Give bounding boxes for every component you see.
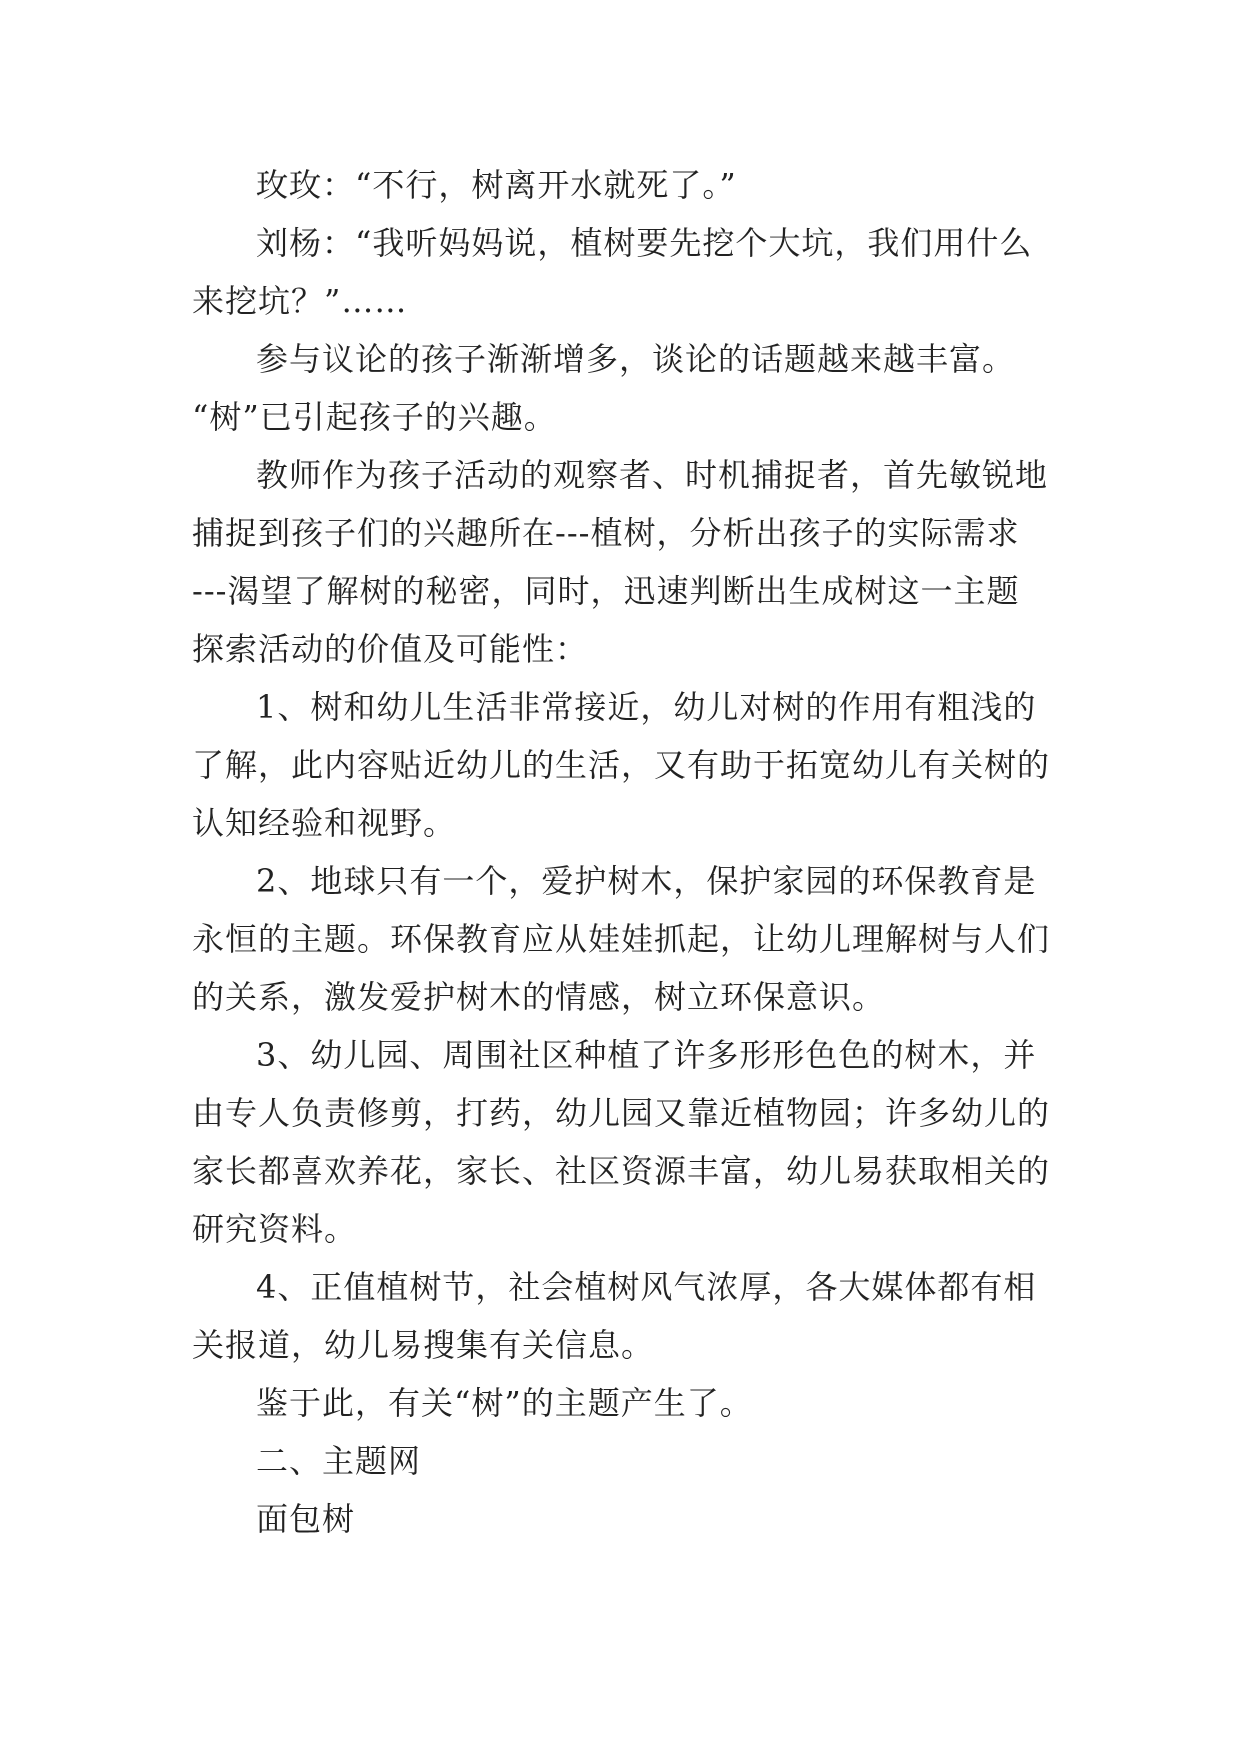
document-body xyxy=(192,156,1052,1548)
text-line: 的关系，激发爱护树木的情感，树立环保意识。 xyxy=(192,978,886,1016)
paragraph-conclusion xyxy=(192,1374,1052,1432)
text-line: 鉴于此，有关“树”的主题产生了。 xyxy=(256,1384,753,1422)
text-line: 了解，此内容贴近幼儿的生活，又有助于拓宽幼儿有关树的 xyxy=(192,746,1051,784)
text-line: 永恒的主题。环保教育应从娃娃抓起，让幼儿理解树与人们 xyxy=(192,920,1051,958)
text-line: 刘杨：“我听妈妈说，植树要先挖个大坑，我们用什么 xyxy=(256,224,1033,262)
text-line: 家长都喜欢养花，家长、社区资源丰富，幼儿易获取相关的 xyxy=(192,1152,1051,1190)
text-line: 面包树 xyxy=(256,1500,356,1538)
text-line: 由专人负责修剪，打药，幼儿园又靠近植物园；许多幼儿的 xyxy=(192,1094,1051,1132)
text-line: 关报道，幼儿易搜集有关信息。 xyxy=(192,1326,655,1364)
text-line: 研究资料。 xyxy=(192,1210,358,1248)
text-line: 2、地球只有一个，爱护树木，保护家园的环保教育是 xyxy=(256,862,1037,900)
text-line: ---渴望了解树的秘密，同时，迅速判断出生成树这一主题 xyxy=(192,572,1020,610)
text-line: 3、幼儿园、周围社区种植了许多形形色色的树木，并 xyxy=(256,1036,1037,1074)
text-line: 来挖坑？”…… xyxy=(192,282,408,320)
paragraph-dialogue-meimei xyxy=(192,156,1052,214)
text-line: “树”已引起孩子的兴趣。 xyxy=(192,398,557,436)
paragraph-bread-tree xyxy=(192,1490,1052,1548)
text-line: 捕捉到孩子们的兴趣所在---植树，分析出孩子的实际需求 xyxy=(192,514,1020,552)
text-line: 探索活动的价值及可能性： xyxy=(192,630,589,668)
text-line: 认知经验和视野。 xyxy=(192,804,457,842)
paragraph-point-3 xyxy=(192,1026,1052,1258)
text-line: 教师作为孩子活动的观察者、时机捕捉者，首先敏锐地 xyxy=(256,456,1049,494)
section-heading: 二、主题网 xyxy=(256,1442,422,1480)
text-line: 4、正值植树节，社会植树风气浓厚，各大媒体都有相 xyxy=(256,1268,1037,1306)
paragraph-teacher-role xyxy=(192,446,1052,678)
text-line: 1、树和幼儿生活非常接近，幼儿对树的作用有粗浅的 xyxy=(256,688,1037,726)
text-line: 玫玫：“不行，树离开水就死了。” xyxy=(256,166,737,204)
paragraph-point-2 xyxy=(192,852,1052,1026)
paragraph-point-4 xyxy=(192,1258,1052,1374)
section-heading-theme-web xyxy=(192,1432,1052,1490)
paragraph-dialogue-liuyang xyxy=(192,214,1052,330)
paragraph-point-1 xyxy=(192,678,1052,852)
text-line: 参与议论的孩子渐渐增多，谈论的话题越来越丰富。 xyxy=(256,340,1016,378)
paragraph-discussion xyxy=(192,330,1052,446)
